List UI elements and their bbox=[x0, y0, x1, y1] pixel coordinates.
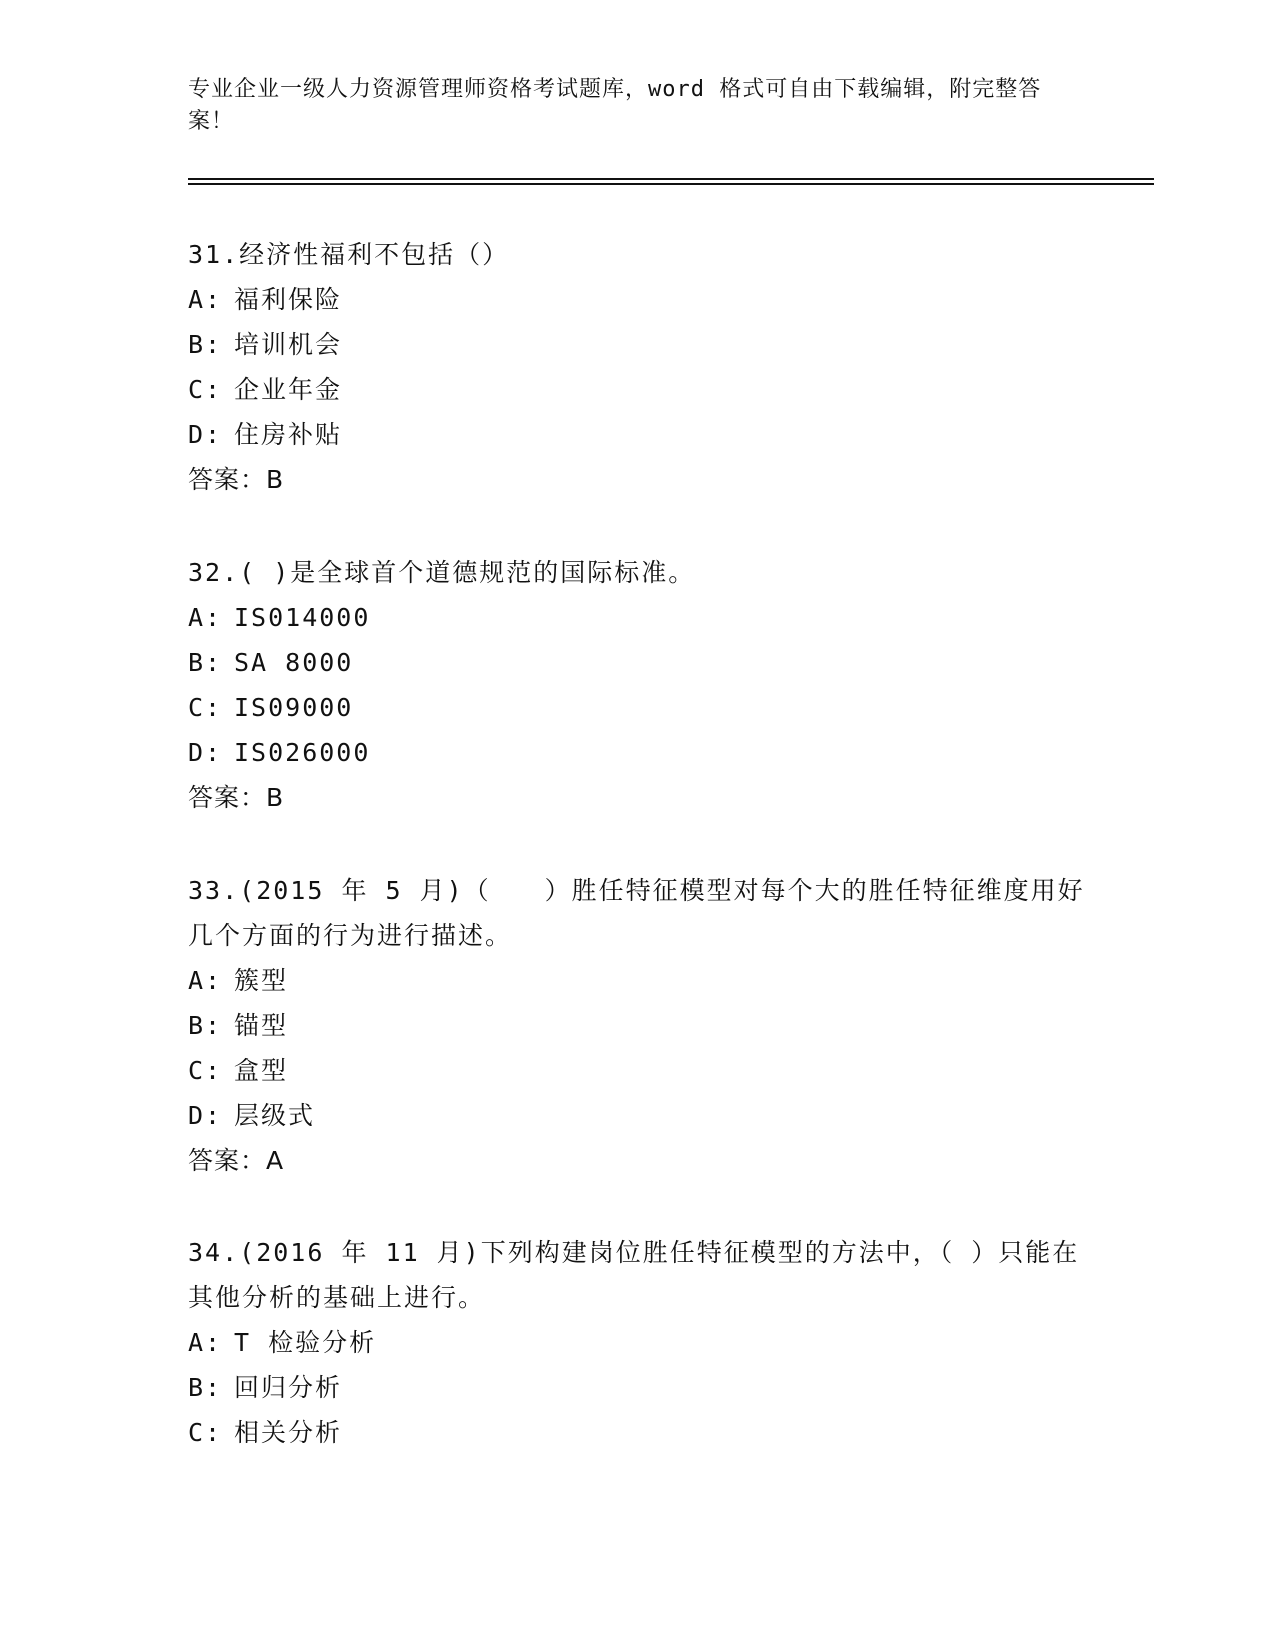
option-key: B: bbox=[188, 1373, 223, 1402]
question-34 bbox=[188, 1230, 1088, 1455]
option-key: A: bbox=[188, 285, 223, 314]
option-text: 住房补贴 bbox=[234, 420, 343, 449]
option-c bbox=[188, 685, 1088, 730]
option-text: 盒型 bbox=[234, 1056, 289, 1085]
answer: 答案：A bbox=[188, 1146, 285, 1175]
header-rule-top bbox=[188, 178, 1154, 180]
option-d bbox=[188, 730, 1088, 775]
option-text: IS09000 bbox=[234, 693, 354, 722]
option-text: 层级式 bbox=[234, 1101, 316, 1130]
answer: 答案：B bbox=[188, 465, 285, 494]
option-text: T 检验分析 bbox=[234, 1328, 377, 1357]
option-key: C: bbox=[188, 1418, 223, 1447]
answer: 答案：B bbox=[188, 783, 285, 812]
option-key: B: bbox=[188, 648, 223, 677]
option-text: 回归分析 bbox=[234, 1373, 343, 1402]
option-key: A: bbox=[188, 966, 223, 995]
option-text: 相关分析 bbox=[234, 1418, 343, 1447]
option-text: IS026000 bbox=[234, 738, 371, 767]
option-key: C: bbox=[188, 693, 223, 722]
option-key: C: bbox=[188, 1056, 223, 1085]
question-stem: 34.(2016 年 11 月)下列构建岗位胜任特征模型的方法中，（ ）只能在其他分析的基础上进行。 bbox=[188, 1238, 1080, 1312]
option-b bbox=[188, 1003, 1088, 1048]
option-key: C: bbox=[188, 375, 223, 404]
header-rule-bottom bbox=[188, 183, 1154, 185]
option-text: 福利保险 bbox=[234, 285, 343, 314]
option-d bbox=[188, 412, 1088, 457]
option-text: 培训机会 bbox=[234, 330, 343, 359]
option-key: D: bbox=[188, 1101, 223, 1130]
option-a bbox=[188, 1320, 1088, 1365]
option-text: IS014000 bbox=[234, 603, 371, 632]
option-c bbox=[188, 367, 1088, 412]
option-text: 锚型 bbox=[234, 1011, 289, 1040]
option-a bbox=[188, 277, 1088, 322]
option-text: 企业年金 bbox=[234, 375, 343, 404]
question-stem: 33.(2015 年 5 月)（ ）胜任特征模型对每个大的胜任特征维度用好几个方面的行为进行描述。 bbox=[188, 876, 1085, 950]
option-key: A: bbox=[188, 1328, 223, 1357]
option-c bbox=[188, 1410, 1088, 1455]
option-b bbox=[188, 1365, 1088, 1410]
question-33 bbox=[188, 868, 1088, 1183]
option-a bbox=[188, 595, 1088, 640]
option-b bbox=[188, 640, 1088, 685]
question-31 bbox=[188, 232, 1088, 502]
option-text: 簇型 bbox=[234, 966, 289, 995]
option-b bbox=[188, 322, 1088, 367]
option-key: B: bbox=[188, 330, 223, 359]
option-text: SA 8000 bbox=[234, 648, 354, 677]
option-d bbox=[188, 1093, 1088, 1138]
question-stem: 32.( )是全球首个道德规范的国际标准。 bbox=[188, 558, 696, 587]
question-32 bbox=[188, 550, 1088, 820]
option-key: D: bbox=[188, 420, 223, 449]
question-stem: 31.经济性福利不包括（） bbox=[188, 240, 510, 269]
option-c bbox=[188, 1048, 1088, 1093]
option-key: B: bbox=[188, 1011, 223, 1040]
header-text: 专业企业一级人力资源管理师资格考试题库，word 格式可自由下载编辑，附完整答案！ bbox=[188, 77, 1042, 134]
option-a bbox=[188, 958, 1088, 1003]
option-key: D: bbox=[188, 738, 223, 767]
option-key: A: bbox=[188, 603, 223, 632]
